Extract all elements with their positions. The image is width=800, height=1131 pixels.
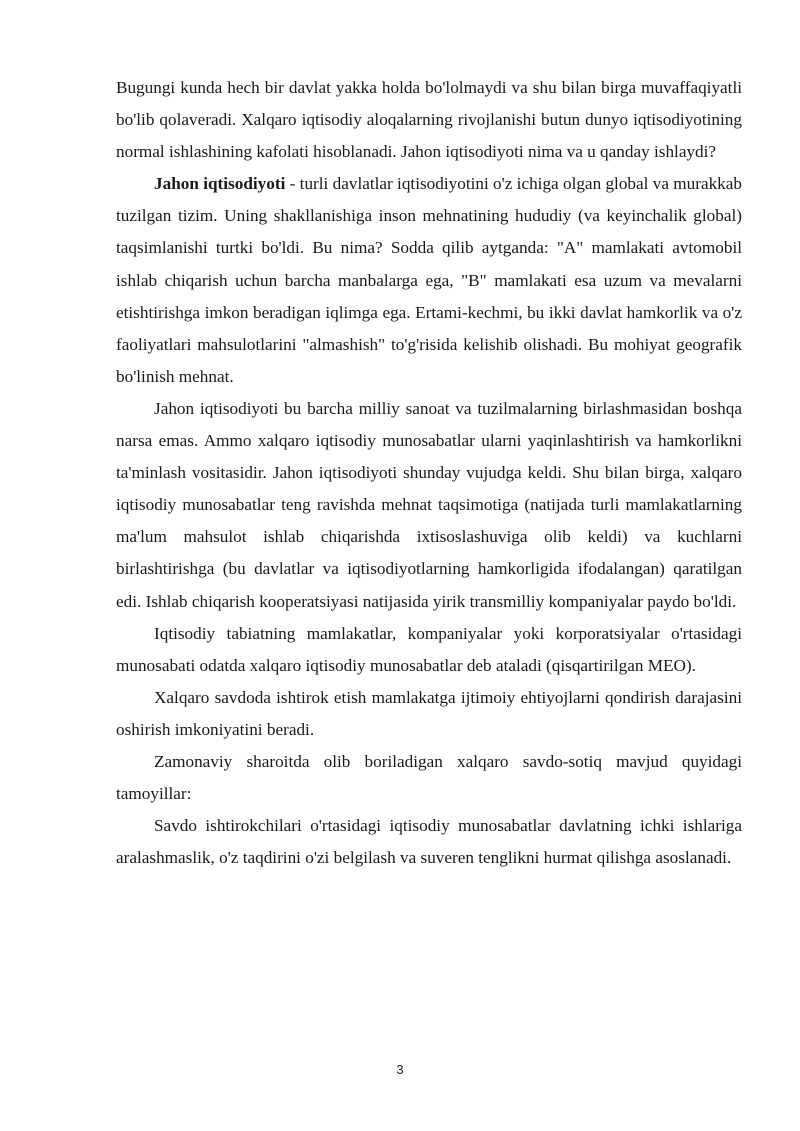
paragraph-definition: [116, 168, 742, 393]
paragraph-principle: Savdo ishtirokchilari o'rtasidagi iqtisodiy munosabatlar davlatning ichki ishlariga aralashmaslik, o'z taqdirini o'zi belgilash va suveren tenglikni hurmat qilishga asoslanadi.: [116, 816, 742, 868]
paragraph-principles-intro: Zamonaviy sharoitda olib boriladigan xalqaro savdo-sotiq mavjud quyidagi tamoyillar:: [116, 751, 742, 804]
paragraph-world-economy: Jahon iqtisodiyoti bu barcha milliy sanoat va tuzilmalarning birlashmasidan boshqa narsa emas. Ammo xalqaro iqtisodiy munosabatlar ularni yaqinlashtirish va hamkorlikni ta'minlash vositasidir. Jahon iqtisodiyoti shunday vujudga keldi. Shu bilan birga, xalqaro iqtisodiy munosabatlar teng ravishda mehnat taqsimotiga (natijada turli mamlakatlarning ma'lum mahsulot ishlab chiqarishda ixtisoslashuviga olib keldi) va kuchlarni birlashtirishga (bu davlatlar va iqtisodiyotlarning hamkorligida ifodalangan) qaratilgan edi. Ishlab chiqarish kooperatsiyasi natijasida yirik transmilliy kompaniyalar paydo bo'ldi.: [116, 398, 742, 611]
document-body: [116, 72, 742, 874]
page-number: 3: [396, 1062, 404, 1077]
paragraph-intro: Bugungi kunda hech bir davlat yakka holda bo'lolmaydi va shu bilan birga muvaffaqiyatli bo'lib qolaveradi. Xalqaro iqtisodiy aloqalarning rivojlanishi butun dunyo iqtisodiyotining normal ishlashining kafolati hisoblanadi. Jahon iqtisodiyoti nima va u qanday ishlaydi?: [116, 78, 742, 162]
paragraph-meo: Iqtisodiy tabiatning mamlakatlar, kompaniyalar yoki korporatsiyalar o'rtasidagi munosabati odatda xalqaro iqtisodiy munosabatlar deb ataladi (qisqartirilgan MEO).: [116, 623, 742, 675]
definition-text: - turli davlatlar iqtisodiyotini o'z ichiga olgan global va murakkab tuzilgan tizim. Uning shakllanishiga inson mehnatining hududiy (va keyinchalik global) taqsimlanishi turtki bo'ldi. Bu nima? Sodda qilib aytganda: "A" mamlakati avtomobil ishlab chiqarish uchun barcha manbalarga ega, "B" mamlakati esa uzum va mevalarni etishtirishga imkon beradigan iqlimga ega. Ertami-kechmi, bu ikki davlat hamkorlik va o'z faoliyatlari mahsulotlarini "almashish" to'g'risida kelishib olishadi. Bu mohiyat geografik bo'linish mehnat.: [116, 174, 742, 386]
paragraph-trade-participation: Xalqaro savdoda ishtirok etish mamlakatga ijtimoiy ehtiyojlarni qondirish darajasini oshirish imkoniyatini beradi.: [116, 687, 742, 739]
defined-term: Jahon iqtisodiyoti: [154, 174, 286, 194]
